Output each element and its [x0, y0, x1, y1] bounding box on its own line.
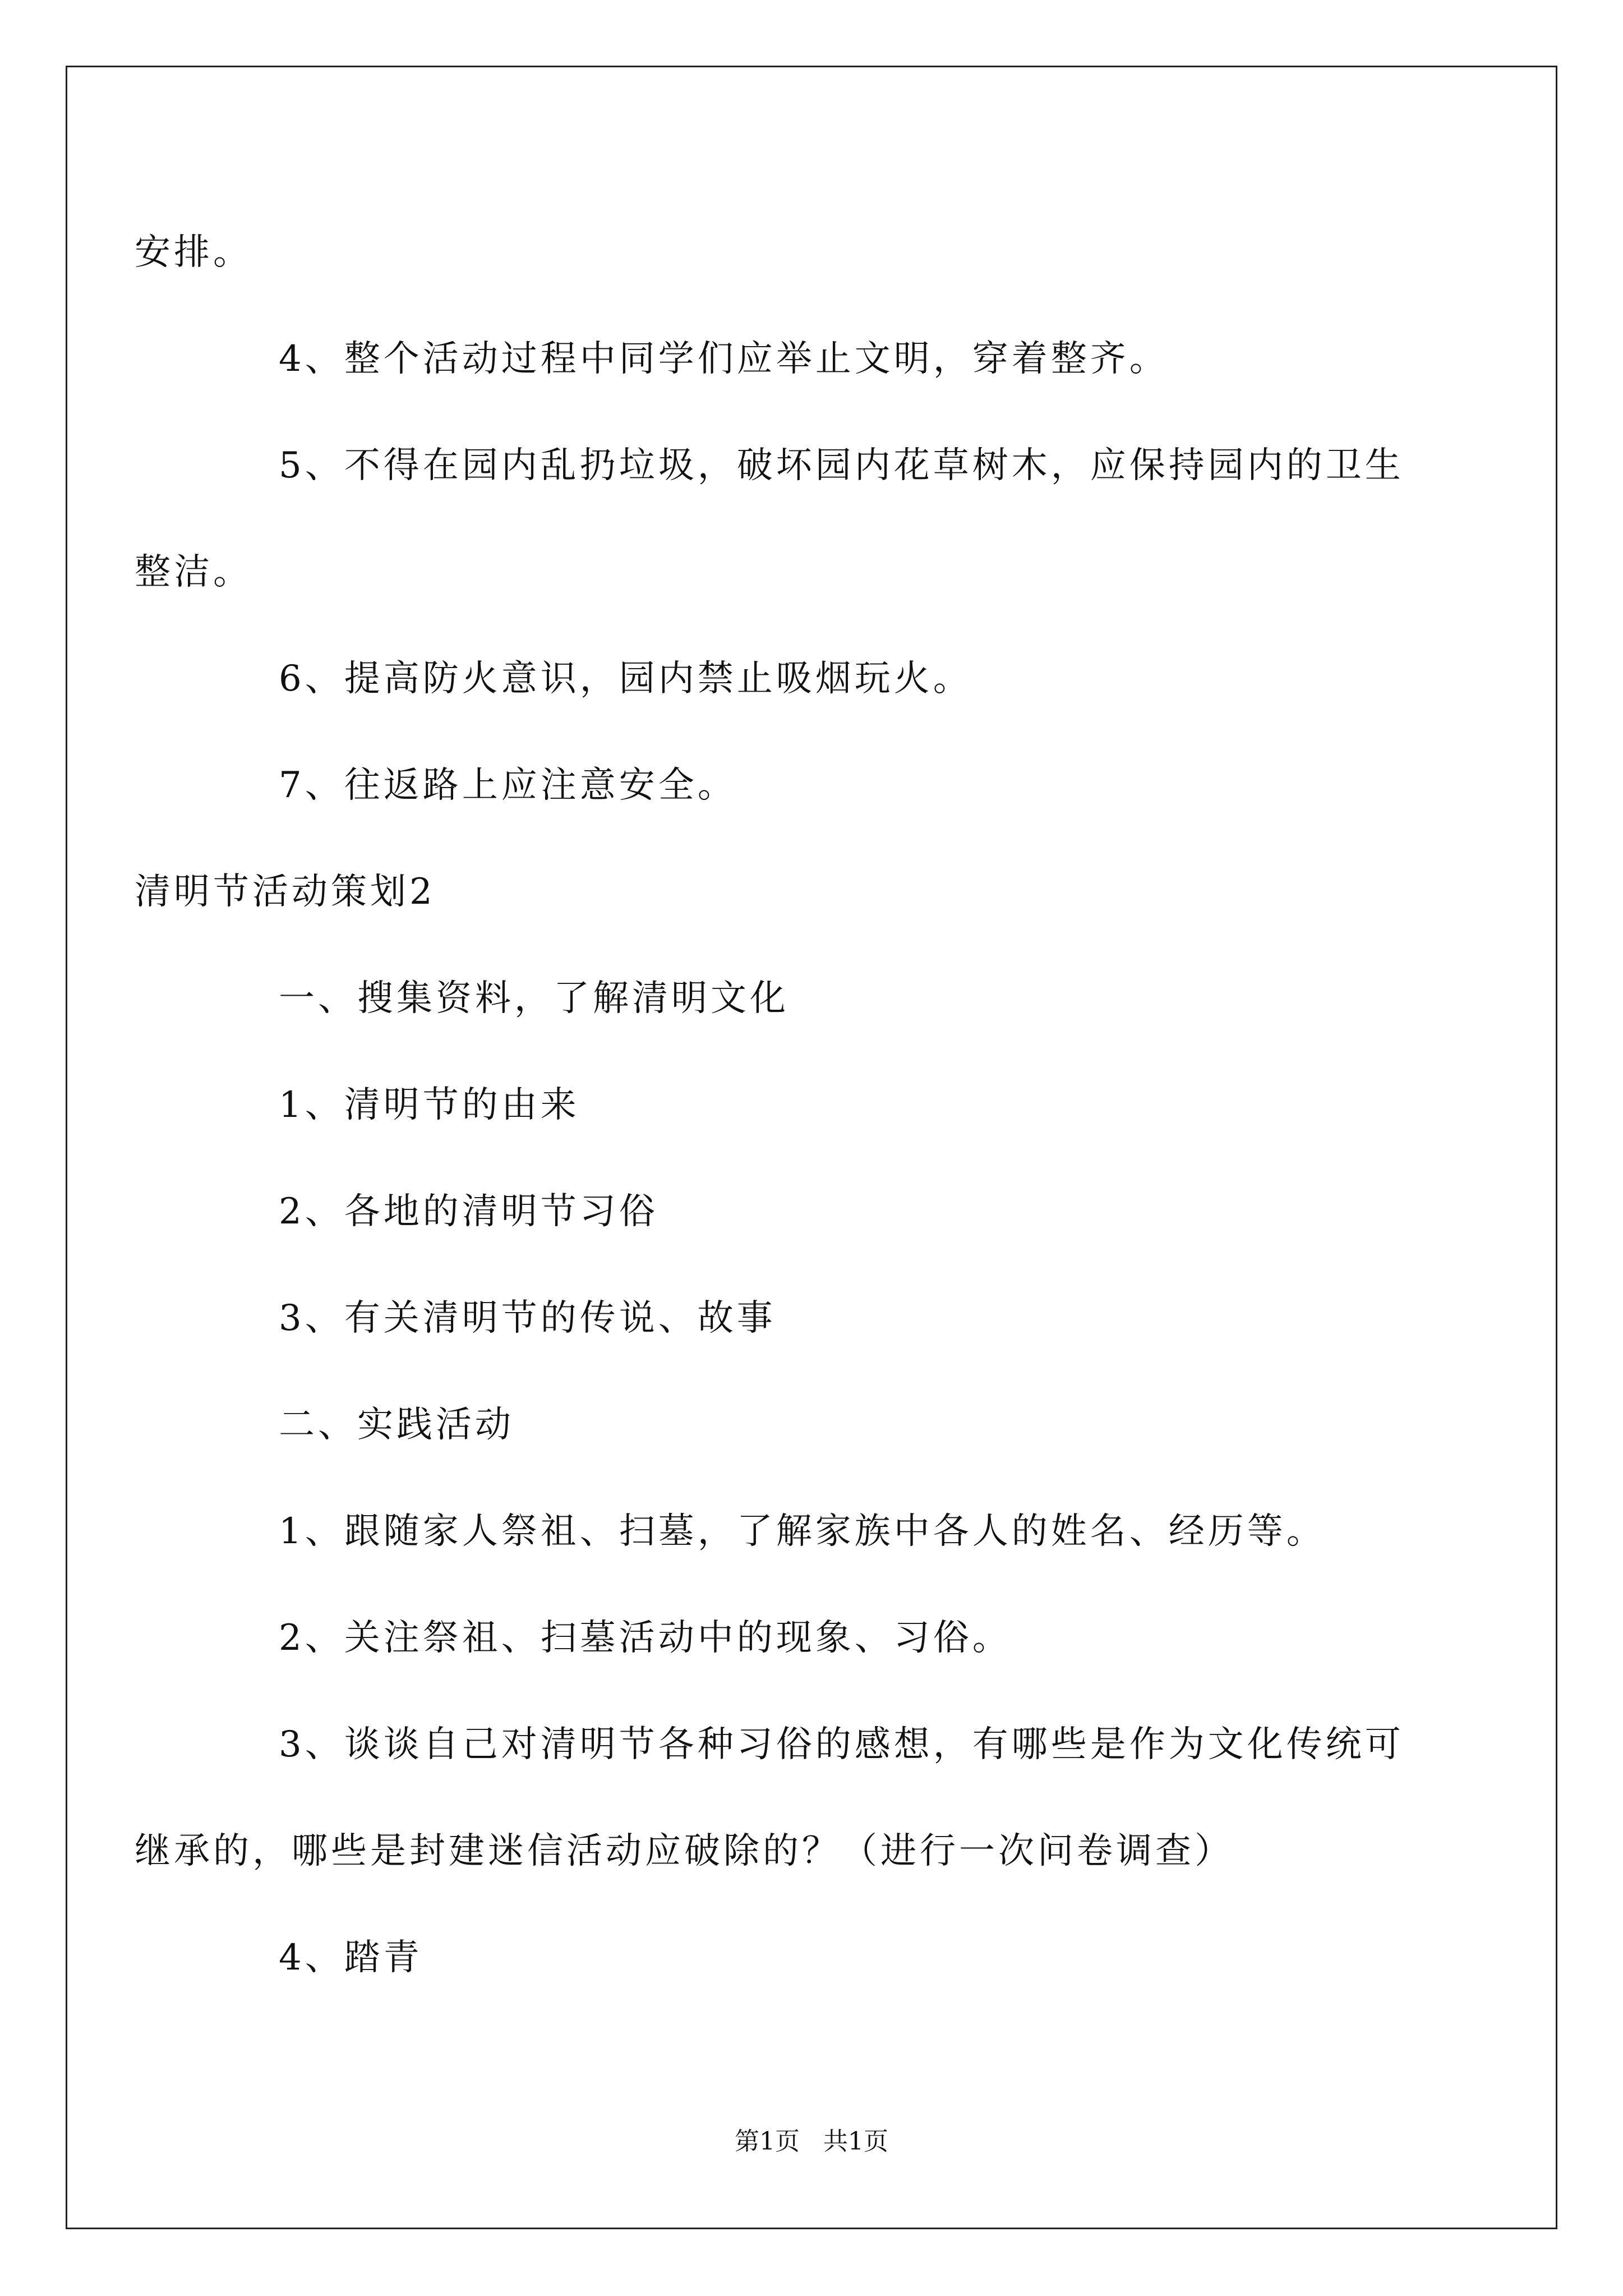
text-line: 1、跟随家人祭祖、扫墓，了解家族中各人的姓名、经历等。 [279, 1511, 1326, 1552]
text-line: 5、不得在园内乱扔垃圾，破坏园内花草树木，应保持园内的卫生 [279, 445, 1404, 486]
page-number-footer: 第1页 共1页 [735, 2127, 888, 2156]
text-line: 2、关注祭祖、扫墓活动中的现象、习俗。 [279, 1617, 1012, 1659]
text-line: 1、清明节的由来 [279, 1084, 580, 1126]
text-line: 3、有关清明节的传说、故事 [279, 1297, 776, 1339]
text-line: 4、踏青 [279, 1937, 423, 1978]
text-line: 一、搜集资料，了解清明文化 [279, 978, 789, 1019]
text-line: 7、往返路上应注意安全。 [279, 765, 737, 806]
section-heading: 清明节活动策划2 [135, 871, 436, 913]
text-line: 继承的，哪些是封建迷信活动应破除的？（进行一次问卷调查） [135, 1830, 1234, 1872]
text-line: 3、谈谈自己对清明节各种习俗的感想，有哪些是作为文化传统可 [279, 1724, 1404, 1765]
text-line: 4、整个活动过程中同学们应举止文明，穿着整齐。 [279, 338, 1169, 380]
text-line: 6、提高防火意识，园内禁止吸烟玩火。 [279, 658, 972, 700]
text-line: 整洁。 [135, 551, 252, 593]
page-border [66, 66, 1557, 2229]
text-line: 二、实践活动 [279, 1404, 514, 1446]
text-line: 安排。 [135, 232, 252, 273]
text-line: 2、各地的清明节习俗 [279, 1191, 658, 1232]
